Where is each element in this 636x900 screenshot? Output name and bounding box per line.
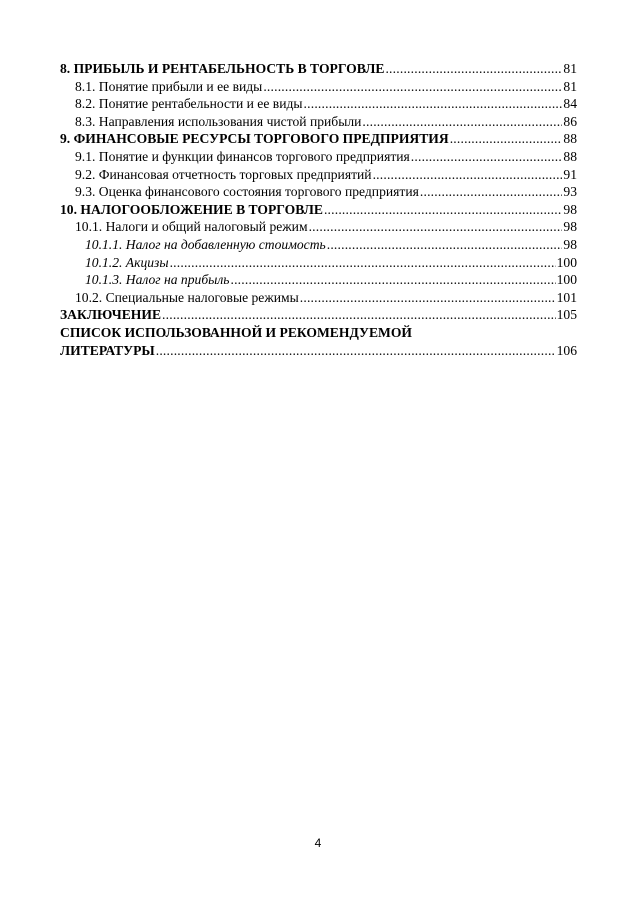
toc-entry-page: 88 [563, 131, 577, 147]
toc-entry-title: 8.1. Понятие прибыли и ее виды [75, 78, 263, 94]
toc-entry-page: 106 [556, 342, 577, 358]
toc-entry-title: 8. ПРИБЫЛЬ И РЕНТАБЕЛЬНОСТЬ В ТОРГОВЛЕ [60, 61, 385, 76]
toc-entry-page: 88 [563, 148, 577, 164]
toc-entry-title: 10.1. Налоги и общий налоговый режим [75, 219, 308, 235]
toc-leader-dots [309, 218, 563, 236]
toc-entry-page: 98 [563, 201, 577, 217]
toc-leader-dots [162, 306, 556, 324]
toc-entry-title: 9.2. Финансовая отчетность торговых предприятий [75, 166, 372, 182]
toc-entry-title: 10.2. Специальные налоговые режимы [75, 289, 299, 305]
toc-leader-dots [385, 60, 562, 78]
toc-entry-title: 9.1. Понятие и функции финансов торгового предприятия [75, 148, 410, 164]
toc-leader-dots [156, 342, 556, 360]
toc-entry-title: 8.2. Понятие рентабельности и ее виды [75, 96, 303, 112]
toc-entry-title: 9.3. Оценка финансового состояния торгового предприятия [75, 184, 419, 200]
toc-entry[interactable] [60, 95, 577, 113]
toc-entry-title: 10.1.3. Налог на прибыль [85, 272, 230, 288]
toc-entry[interactable] [60, 148, 577, 166]
table-of-contents [60, 60, 577, 359]
toc-entry-page: 105 [556, 307, 577, 323]
toc-entry-page: 98 [563, 219, 577, 235]
toc-entry-page: 91 [563, 166, 577, 182]
toc-entry-page: 81 [563, 78, 577, 94]
toc-entry-title: СПИСОК ИСПОЛЬЗОВАННОЙ И РЕКОМЕНДУЕМОЙ [60, 324, 412, 340]
page-number: 4 [314, 836, 322, 850]
toc-entry-title: 10. НАЛОГООБЛОЖЕНИЕ В ТОРГОВЛЕ [60, 201, 323, 217]
toc-entry-title: 8.3. Направления использования чистой прибыли [75, 113, 362, 129]
toc-entry-page: 81 [563, 61, 577, 76]
toc-leader-dots [450, 130, 563, 148]
toc-entry-page: 93 [563, 184, 577, 200]
toc-entry-page: 100 [556, 254, 577, 270]
toc-entry[interactable] [60, 254, 577, 272]
toc-entry-bibliography[interactable] [60, 342, 577, 360]
toc-leader-dots [263, 78, 562, 96]
toc-entry-page: 84 [563, 96, 577, 112]
toc-entry-page: 101 [556, 289, 577, 305]
toc-entry-title: ЛИТЕРАТУРЫ [60, 342, 155, 358]
toc-leader-dots [411, 148, 563, 166]
toc-leader-dots [304, 95, 563, 113]
toc-entry-page: 86 [563, 113, 577, 129]
toc-entry-page: 100 [556, 272, 577, 288]
toc-entry[interactable] [60, 236, 577, 254]
toc-leader-dots [373, 166, 563, 184]
toc-entry[interactable] [60, 218, 577, 236]
toc-entry-title: 10.1.1. Налог на добавленную стоимость [85, 236, 326, 252]
toc-entry[interactable] [60, 271, 577, 289]
toc-leader-dots [362, 113, 562, 131]
toc-entry-title: 9. ФИНАНСОВЫЕ РЕСУРСЫ ТОРГОВОГО ПРЕДПРИЯТИЯ [60, 131, 449, 147]
toc-leader-dots [327, 236, 563, 254]
toc-leader-dots [324, 201, 562, 219]
toc-entry[interactable] [60, 166, 577, 184]
toc-entry[interactable] [60, 183, 577, 201]
toc-entry-page: 98 [563, 236, 577, 252]
toc-leader-dots [230, 271, 555, 289]
toc-entry-title: ЗАКЛЮЧЕНИЕ [60, 307, 162, 323]
toc-entry-bibliography-line1[interactable] [60, 324, 577, 342]
toc-entry[interactable] [60, 289, 577, 307]
toc-entry[interactable] [60, 201, 577, 219]
toc-leader-dots [170, 254, 556, 272]
toc-leader-dots [300, 289, 556, 307]
toc-entry[interactable] [60, 60, 577, 78]
toc-entry[interactable] [60, 78, 577, 96]
toc-entry-title: 10.1.2. Акцизы [85, 254, 169, 270]
toc-entry[interactable] [60, 306, 577, 324]
toc-entry[interactable] [60, 113, 577, 131]
toc-entry[interactable] [60, 130, 577, 148]
toc-leader-dots [420, 183, 563, 201]
